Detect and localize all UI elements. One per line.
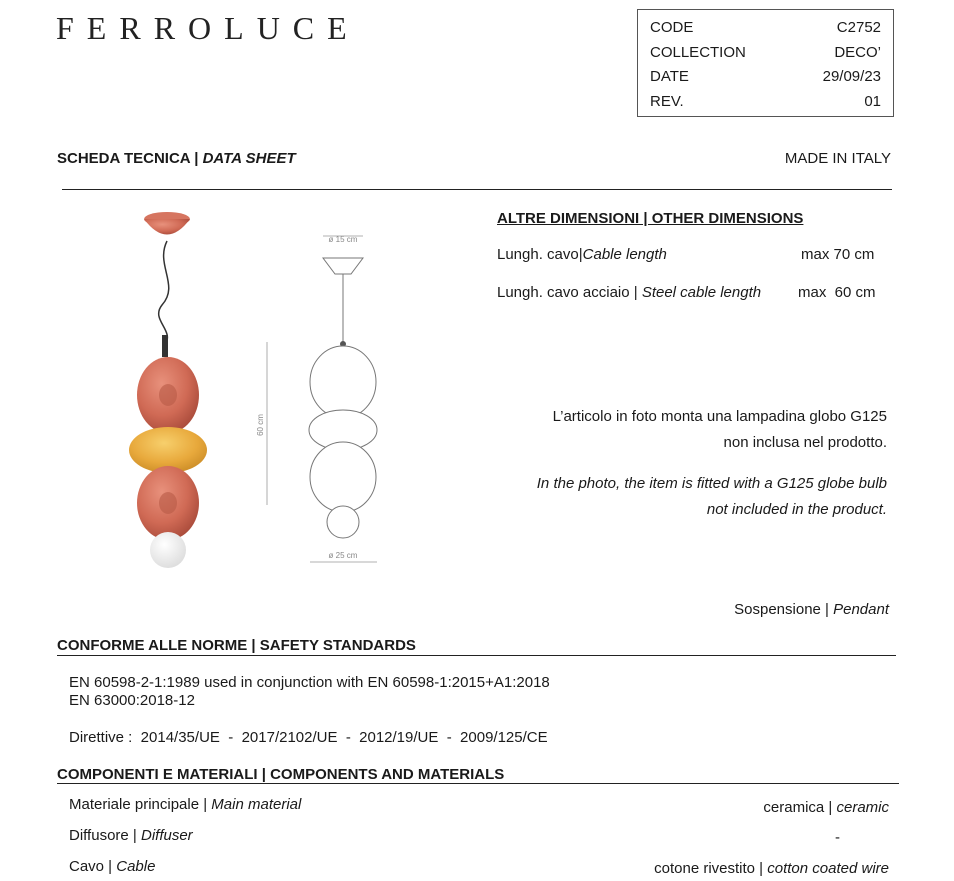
standard-line-1: EN 60598-2-1:1989 used in conjunction with EN 60598-1:2015+A1:2018 (69, 674, 550, 691)
standards-divider (57, 655, 896, 656)
cable-en: Cable (116, 858, 156, 875)
components-title: COMPONENTI E MATERIALI | COMPONENTS AND MATERIALS (57, 766, 505, 783)
sheet-title (57, 150, 296, 167)
cable-it: Cavo | (69, 858, 117, 875)
main-material-value-en: ceramic (836, 799, 889, 816)
diffuser-it: Diffusore | (69, 827, 141, 844)
component-label-diffuser (69, 827, 193, 844)
collection-value: DECO’ (834, 43, 881, 61)
steel-cable-value: max 60 cm (798, 284, 876, 301)
product-photo (120, 205, 230, 575)
note-it-line2: non inclusa nel prodotto. (723, 434, 887, 451)
top-diameter-label: ø 15 cm (328, 235, 358, 244)
sheet-title-it: SCHEDA TECNICA | (57, 150, 203, 167)
rev-value: 01 (864, 92, 881, 110)
note-it-line1: L’articolo in foto monta una lampadina globo G125 (552, 408, 887, 425)
steel-cable-en: Steel cable length (641, 284, 762, 301)
component-label-main-material (69, 796, 301, 813)
made-in-label: MADE IN ITALY (784, 150, 891, 167)
directives: Direttive : 2014/35/UE - 2017/2102/UE - 2012/19/UE - 2009/125/CE (69, 729, 548, 746)
height-label: 60 cm (256, 414, 265, 436)
brand-logo: FERROLUCE (56, 10, 360, 46)
rev-label: REV. (650, 92, 684, 110)
cable-length-it: Lungh. cavo| (497, 246, 583, 263)
cable-value-en: cotton coated wire (767, 860, 889, 877)
header-divider (62, 189, 892, 190)
steel-cable-label (497, 284, 761, 301)
collection-row (650, 41, 881, 66)
date-row (650, 65, 881, 90)
components-divider (57, 783, 899, 784)
note-italian (553, 404, 887, 456)
collection-label: COLLECTION (650, 43, 746, 61)
diffuser-en: Diffuser (140, 827, 193, 844)
code-value: C2752 (836, 19, 881, 36)
sheet-title-en: DATA SHEET (202, 150, 296, 167)
cable-length-label (497, 246, 667, 263)
component-value-cable (654, 860, 889, 877)
code-row (650, 16, 881, 41)
note-en-line2: not included in the product. (706, 501, 887, 518)
component-value-diffuser: - (835, 829, 840, 846)
type-en: Pendant (833, 601, 889, 618)
code-label: CODE (650, 19, 694, 36)
bottom-diameter-label: ø 25 cm (328, 551, 358, 560)
steel-cable-it: Lungh. cavo acciaio | (497, 284, 642, 301)
technical-drawing (255, 230, 395, 565)
main-material-en: Main material (211, 796, 302, 813)
type-it: Sospensione | (734, 601, 834, 618)
main-material-it: Materiale principale | (69, 796, 212, 813)
code-box (637, 9, 894, 117)
cable-length-value: max 70 cm (801, 246, 875, 263)
note-en-line1: In the photo, the item is fitted with a G125 globe bulb (536, 475, 887, 492)
rev-row (650, 90, 881, 115)
note-english (537, 471, 887, 523)
main-material-value-it: ceramica | (763, 799, 837, 816)
cable-length-en: Cable length (582, 246, 667, 263)
cable-value-it: cotone rivestito | (654, 860, 768, 877)
product-type (734, 601, 889, 618)
standard-line-2: EN 63000:2018-12 (69, 692, 195, 709)
date-value: 29/09/23 (822, 68, 881, 85)
component-label-cable (69, 858, 155, 875)
component-value-main-material (763, 799, 889, 816)
date-label: DATE (650, 68, 689, 85)
dimensions-title: ALTRE DIMENSIONI | OTHER DIMENSIONS (497, 210, 804, 227)
standards-title: CONFORME ALLE NORME | SAFETY STANDARDS (57, 637, 416, 654)
